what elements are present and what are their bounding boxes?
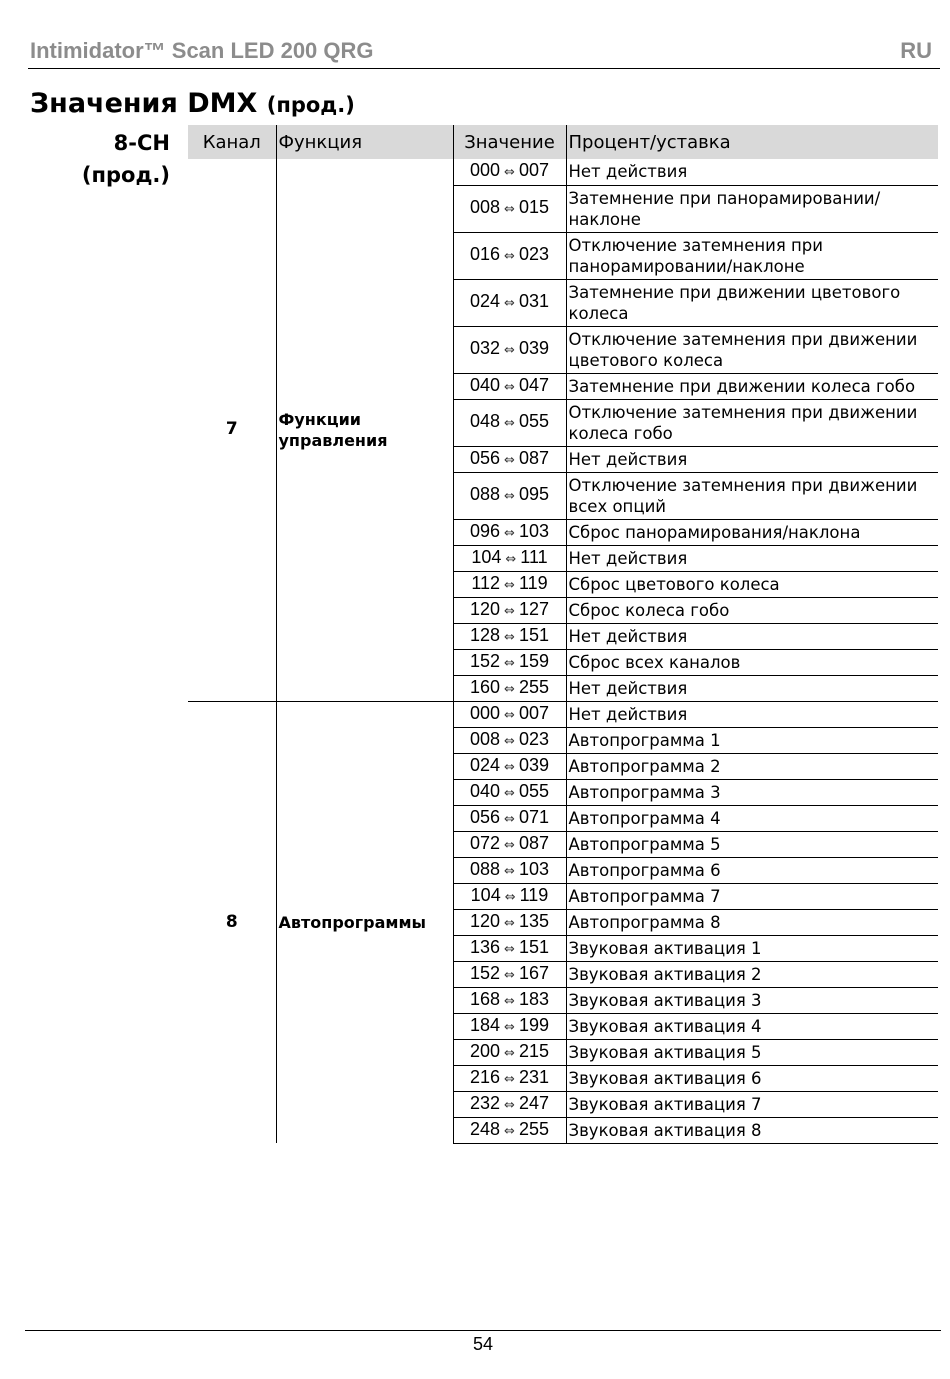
range-arrow-icon: ⇔ [504,681,515,697]
column-header-function: Функция [276,125,453,159]
value-from: 112 [471,572,501,593]
page-number: 54 [472,1334,494,1354]
setting-description-cell: Автопрограмма 8 [566,909,938,935]
value-to: 055 [518,411,549,431]
function-cell: Автопрограммы [276,701,453,1143]
value-to: 199 [518,1014,549,1035]
range-arrow-icon: ⇔ [504,416,515,431]
value-from: 152 [470,962,501,983]
value-from: 056 [470,806,501,827]
value-range-cell [453,623,566,649]
value-to: 159 [518,650,549,671]
table-header-row [188,125,938,159]
value-to: 071 [518,806,549,827]
table-body [188,159,938,1143]
language-code: RU [900,38,932,63]
value-from: 088 [470,484,501,504]
value-range-cell [453,701,566,727]
value-range-cell [453,935,566,961]
setting-description-cell: Нет действия [566,623,938,649]
section-title-suffix: (прод.) [266,93,355,117]
value-to: 015 [518,197,549,217]
range-arrow-icon: ⇔ [504,759,515,775]
value-range-cell [453,675,566,701]
value-range-cell [453,399,566,446]
value-from: 016 [470,244,501,264]
range-arrow-icon: ⇔ [504,941,515,957]
value-from: 200 [470,1040,501,1061]
value-from: 072 [470,832,501,853]
setting-description-cell: Звуковая активация 2 [566,961,938,987]
value-from: 128 [470,624,501,645]
value-range-cell [453,857,566,883]
table-row [188,159,938,185]
setting-description-cell: Звуковая активация 5 [566,1039,938,1065]
value-to: 255 [518,1118,549,1139]
value-range-cell [453,1117,566,1143]
setting-description-cell: Звуковая активация 1 [566,935,938,961]
value-from: 160 [470,676,501,697]
value-range-cell [453,1039,566,1065]
value-from: 000 [470,702,501,723]
range-arrow-icon: ⇔ [504,1071,515,1087]
value-range-cell [453,545,566,571]
value-from: 040 [470,374,501,395]
section-title [30,88,355,119]
value-range-cell [453,727,566,753]
range-arrow-icon: ⇔ [505,551,517,567]
range-arrow-icon: ⇔ [504,452,515,468]
page-header [28,36,940,69]
value-to: 031 [518,291,549,311]
function-cell: Функции управления [276,159,453,701]
value-from: 000 [470,160,501,181]
value-range-cell [453,649,566,675]
range-arrow-icon: ⇔ [504,707,515,723]
range-arrow-icon: ⇔ [504,1123,515,1139]
value-from: 024 [470,754,501,775]
value-to: 047 [518,374,549,395]
table-row [188,701,938,727]
setting-description-cell: Звуковая активация 7 [566,1091,938,1117]
document-title: Intimidator™ Scan LED 200 QRG [30,38,374,63]
value-from: 216 [470,1066,501,1087]
range-arrow-icon: ⇔ [504,915,515,931]
range-arrow-icon: ⇔ [504,655,515,671]
setting-description-cell: Сброс колеса гобо [566,597,938,623]
value-from: 096 [470,520,501,541]
value-to: 119 [518,572,548,593]
mode-label [60,127,170,191]
setting-description-cell: Отключение затемнения при движении колеса гобо [566,399,938,446]
value-to: 023 [518,728,549,749]
range-arrow-icon: ⇔ [504,249,515,264]
value-from: 048 [470,411,501,431]
setting-description-cell: Нет действия [566,159,938,185]
column-header-percent: Процент/уставка [566,125,938,159]
setting-description-cell: Автопрограмма 7 [566,883,938,909]
value-to: 111 [520,546,548,567]
range-arrow-icon: ⇔ [504,1019,515,1035]
range-arrow-icon: ⇔ [504,379,515,395]
value-range-cell [453,1065,566,1091]
range-arrow-icon: ⇔ [504,343,515,358]
setting-description-cell: Сброс всех каналов [566,649,938,675]
range-arrow-icon: ⇔ [504,993,515,1009]
setting-description-cell: Автопрограмма 2 [566,753,938,779]
section-title-text: Значения DMX [30,88,258,119]
range-arrow-icon: ⇔ [504,1097,515,1113]
setting-description-cell: Автопрограмма 6 [566,857,938,883]
setting-description-cell: Автопрограмма 1 [566,727,938,753]
value-to: 167 [518,962,549,983]
value-range-cell [453,232,566,279]
mode-label-line1: 8-CH [113,131,170,155]
value-to: 127 [518,598,549,619]
range-arrow-icon: ⇔ [504,785,515,801]
value-to: 007 [518,160,549,181]
column-header-value: Значение [453,125,566,159]
value-to: 151 [518,936,549,957]
range-arrow-icon: ⇔ [504,863,515,879]
value-to: 255 [518,676,549,697]
value-to: 055 [518,780,549,801]
setting-description-cell: Звуковая активация 6 [566,1065,938,1091]
range-arrow-icon: ⇔ [504,733,515,749]
value-range-cell [453,597,566,623]
range-arrow-icon: ⇔ [504,489,515,504]
range-arrow-icon: ⇔ [504,525,515,541]
value-range-cell [453,883,566,909]
column-header-channel: Канал [188,125,276,159]
value-range-cell [453,279,566,326]
value-range-cell [453,519,566,545]
value-range-cell [453,753,566,779]
value-from: 056 [470,447,501,468]
setting-description-cell: Затемнение при движении колеса гобо [566,373,938,399]
value-range-cell [453,1013,566,1039]
value-to: 103 [518,520,549,541]
setting-description-cell: Автопрограмма 3 [566,779,938,805]
value-from: 248 [470,1118,501,1139]
value-from: 136 [470,936,501,957]
setting-description-cell: Автопрограмма 4 [566,805,938,831]
value-from: 032 [470,338,501,358]
value-range-cell [453,909,566,935]
setting-description-cell: Нет действия [566,701,938,727]
value-to: 039 [518,338,549,358]
value-range-cell [453,1091,566,1117]
value-range-cell [453,326,566,373]
value-range-cell [453,987,566,1013]
setting-description-cell: Сброс панорамирования/наклона [566,519,938,545]
channel-cell: 8 [188,701,276,1143]
value-to: 183 [518,988,549,1009]
value-from: 168 [470,988,501,1009]
mode-label-line2: (прод.) [81,163,170,187]
setting-description-cell: Затемнение при панорамировании/наклоне [566,185,938,232]
value-from: 040 [470,780,501,801]
value-range-cell [453,373,566,399]
value-range-cell [453,805,566,831]
value-from: 104 [470,884,501,905]
value-to: 151 [518,624,549,645]
value-to: 215 [518,1040,549,1061]
setting-description-cell: Нет действия [566,545,938,571]
range-arrow-icon: ⇔ [504,202,515,217]
setting-description-cell: Сброс цветового колеса [566,571,938,597]
channel-cell: 7 [225,419,238,440]
setting-description-cell: Нет действия [566,446,938,472]
value-range-cell [453,571,566,597]
range-arrow-icon: ⇔ [504,296,515,311]
value-from: 088 [470,858,501,879]
value-from: 008 [470,728,501,749]
value-to: 095 [518,484,549,504]
setting-description-cell: Звуковая активация 3 [566,987,938,1013]
value-to: 231 [518,1066,549,1087]
value-to: 023 [518,244,549,264]
range-arrow-icon: ⇔ [504,837,515,853]
value-from: 184 [470,1014,501,1035]
range-arrow-icon: ⇔ [504,629,515,645]
value-range-cell [453,446,566,472]
value-from: 008 [470,197,501,217]
setting-description-cell: Автопрограмма 5 [566,831,938,857]
value-to: 007 [518,702,549,723]
footer-rule [25,1330,941,1331]
value-to: 119 [519,884,549,905]
setting-description-cell: Звуковая активация 4 [566,1013,938,1039]
value-range-cell [453,159,566,185]
value-from: 120 [470,598,501,619]
value-range-cell [453,185,566,232]
setting-description-cell: Звуковая активация 8 [566,1117,938,1143]
value-range-cell [453,831,566,857]
value-range-cell [453,961,566,987]
value-from: 232 [470,1092,501,1113]
setting-description-cell: Нет действия [566,675,938,701]
value-to: 087 [518,832,549,853]
range-arrow-icon: ⇔ [504,577,515,593]
range-arrow-icon: ⇔ [504,889,516,905]
range-arrow-icon: ⇔ [504,1045,515,1061]
range-arrow-icon: ⇔ [504,603,515,619]
value-to: 135 [518,910,549,931]
setting-description-cell: Отключение затемнения при движении всех опций [566,472,938,519]
value-from: 120 [470,910,501,931]
value-to: 039 [518,754,549,775]
setting-description-cell: Отключение затемнения при движении цветового колеса [566,326,938,373]
value-from: 024 [470,291,501,311]
value-from: 152 [470,650,501,671]
range-arrow-icon: ⇔ [504,967,515,983]
value-to: 247 [518,1092,549,1113]
setting-description-cell: Затемнение при движении цветового колеса [566,279,938,326]
setting-description-cell: Отключение затемнения при панорамировании/наклоне [566,232,938,279]
value-to: 087 [518,447,549,468]
value-range-cell [453,779,566,805]
dmx-values-table [188,125,938,1144]
value-range-cell [453,472,566,519]
value-from: 104 [471,546,502,567]
range-arrow-icon: ⇔ [504,165,515,181]
value-to: 103 [518,858,549,879]
range-arrow-icon: ⇔ [504,811,515,827]
